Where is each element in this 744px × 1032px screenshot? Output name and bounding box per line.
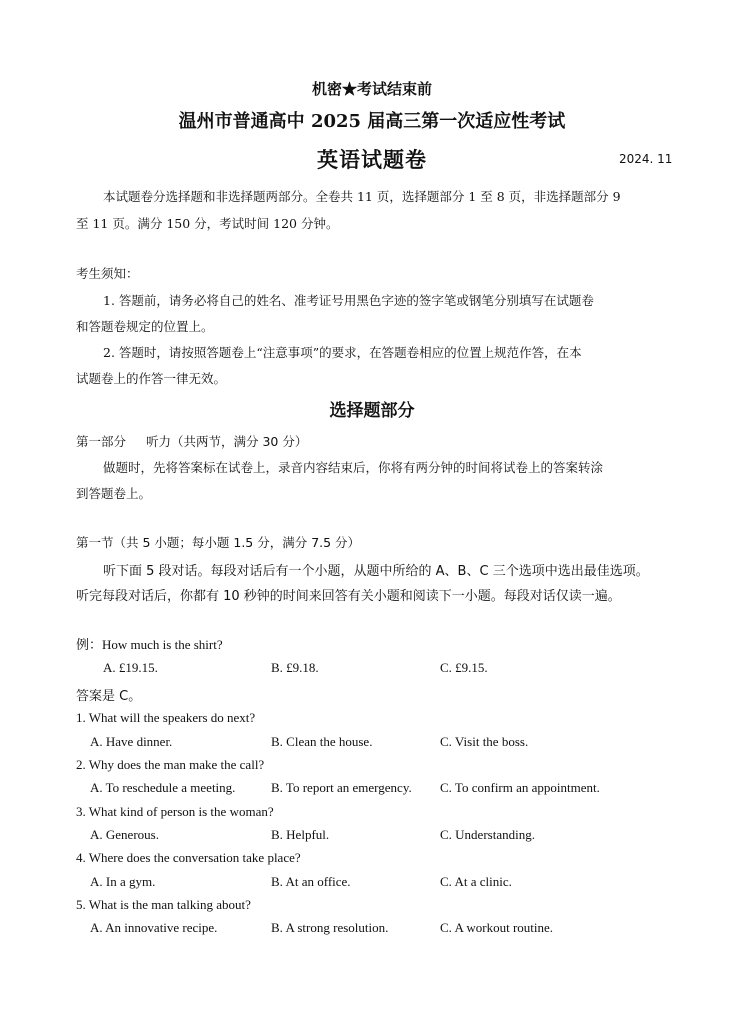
notice-item-2-line-1: 2. 答题时，请按照答题卷上“注意事项”的要求，在答题卷相应的位置上规范作答，在本: [103, 345, 582, 360]
question-3-option-c: C. Understanding.: [440, 827, 535, 842]
question-5-option-a: A. An innovative recipe.: [90, 920, 218, 935]
question-3-stem: 3. What kind of person is the woman?: [76, 804, 274, 819]
section-title: 选择题部分: [329, 401, 415, 421]
example-option-c: C. £9.15.: [440, 660, 488, 675]
question-2-stem: 2. Why does the man make the call?: [76, 757, 265, 772]
section1-instr-line-2: 听完每段对话后，你都有 10 秒钟的时间来回答有关小题和阅读下一小题。每段对话仅读一遍。: [76, 589, 621, 604]
example-answer: 答案是 C。: [76, 689, 142, 704]
exam-date: 2024. 11: [619, 152, 673, 166]
question-1-stem: 1. What will the speakers do next?: [76, 710, 256, 725]
part1-instr-line-2: 到答题卷上。: [76, 486, 152, 501]
question-1-option-c: C. Visit the boss.: [440, 734, 529, 749]
example-prefix: 例：: [76, 638, 103, 653]
example-option-b: B. £9.18.: [271, 660, 319, 675]
example-stem: How much is the shirt?: [102, 637, 223, 652]
question-4-option-b: B. At an office.: [271, 874, 351, 889]
notice-item-2-line-2: 试题卷上的作答一律无效。: [76, 371, 227, 386]
part1-instr-line-1: 做题时，先将答案标在试卷上，录音内容结束后，你将有两分钟的时间将试卷上的答案转涂: [103, 460, 604, 475]
intro-line-1: 本试题卷分选择题和非选择题两部分。全卷共 11 页，选择题部分 1 至 8 页，非选择题部分 9: [103, 189, 621, 204]
question-5-stem: 5. What is the man talking about?: [76, 897, 251, 912]
example-question: [76, 634, 223, 653]
question-3-option-b: B. Helpful.: [271, 827, 330, 842]
notice-item-1-line-2: 和答题卷规定的位置上。: [76, 319, 214, 334]
question-1-option-b: B. Clean the house.: [271, 734, 373, 749]
question-2-option-b: B. To report an emergency.: [271, 780, 412, 795]
question-2-option-c: C. To confirm an appointment.: [440, 780, 600, 795]
question-4-stem: 4. Where does the conversation take place?: [76, 850, 301, 865]
question-1-option-a: A. Have dinner.: [90, 734, 173, 749]
subject-title: 英语试题卷: [317, 147, 427, 172]
question-4-option-a: A. In a gym.: [90, 874, 156, 889]
notice-title: 考生须知：: [76, 266, 139, 281]
section1-title: 第一节（共 5 小题；每小题 1.5 分，满分 7.5 分）: [76, 535, 361, 550]
question-5-option-c: C. A workout routine.: [440, 920, 554, 935]
section1-instr-line-1: 听下面 5 段对话。每段对话后有一个小题，从题中所给的 A、B、C 三个选项中选出最佳选项。: [103, 564, 649, 579]
question-2-option-a: A. To reschedule a meeting.: [90, 780, 236, 795]
exam-title: 温州市普通高中 2025 届高三第一次适应性考试: [178, 111, 566, 132]
question-5-option-b: B. A strong resolution.: [271, 920, 389, 935]
notice-item-1-line-1: 1. 答题前，请务必将自己的姓名、准考证号用黑色字迹的签字笔或钢笔分别填写在试题卷: [103, 293, 594, 308]
question-4-option-c: C. At a clinic.: [440, 874, 512, 889]
example-option-a: A. £19.15.: [103, 660, 158, 675]
part1-title: 听力（共两节，满分 30 分）: [146, 434, 308, 449]
part1-label: 第一部分: [76, 434, 127, 449]
question-3-option-a: A. Generous.: [90, 827, 159, 842]
intro-line-2: 至 11 页。满分 150 分，考试时间 120 分钟。: [76, 216, 339, 231]
confidential-label: 机密★考试结束前: [311, 80, 432, 98]
